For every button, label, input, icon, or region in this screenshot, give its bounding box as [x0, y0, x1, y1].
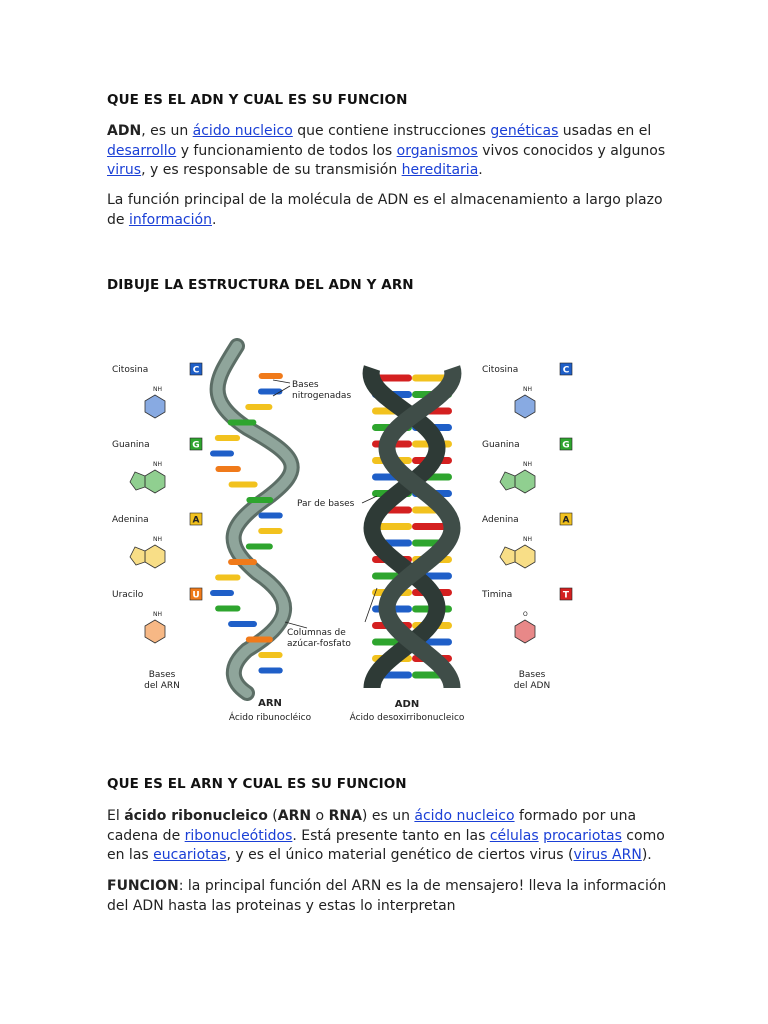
label-bases-adn-2: del ADN [513, 681, 551, 691]
label-bases-nitrogenadas-1: Bases [292, 380, 319, 390]
base-badge-letter: A [562, 515, 570, 526]
paragraph-arn-definition: El ácido ribonucleico (ARN o RNA) es un ácido nucleico formado por una cadena de ribonucleótidos. Está presente tanto en las células procariotas como en las eucariotas, y es el único material genético de ciertos virus (virus ARN). [107, 808, 665, 863]
paragraph-arn-function: FUNCION: la principal función del ARN es la de mensajero! lleva la información del ADN hasta las proteinas y estas lo interpretan [107, 878, 667, 914]
rna-base-rung [210, 590, 234, 596]
base-molecule-icon [145, 386, 165, 418]
link-acido-nucleico[interactable]: ácido nucleico [192, 123, 293, 139]
base-molecule-icon [130, 536, 165, 568]
label-columnas-1: Columnas de [287, 628, 346, 638]
link-procariotas[interactable]: procariotas [543, 827, 622, 844]
dna-base-pair [372, 523, 452, 530]
rna-base-rung [246, 497, 273, 503]
heading-estructura: DIBUJE LA ESTRUCTURA DEL ADN Y ARN [107, 277, 414, 293]
base-badge-letter: G [192, 440, 200, 451]
rna-base-rung [228, 621, 257, 627]
rna-base-rung [215, 466, 240, 472]
rna-base-rung [258, 513, 282, 519]
heading-adn: QUE ES EL ADN Y CUAL ES SU FUNCION [107, 92, 408, 108]
link-informacion[interactable]: información [128, 211, 212, 228]
base-legend-item [482, 438, 572, 493]
base-name: Guanina [482, 440, 520, 450]
rna-base-rung [215, 575, 240, 581]
rna-base-rung [215, 435, 240, 441]
base-badge-letter: T [562, 590, 570, 601]
rna-base-rung [228, 420, 257, 426]
base-name: Adenina [112, 515, 149, 525]
base-badge-letter: A [192, 515, 200, 526]
svg-text:NH: NH [523, 461, 532, 468]
label-bases-nitrogenadas-2: nitrogenadas [292, 391, 352, 401]
svg-text:NH: NH [153, 461, 162, 468]
label-par-de-bases: Par de bases [297, 499, 355, 509]
base-name: Timina [482, 590, 513, 600]
heading-arn: QUE ES EL ARN Y CUAL ES SU FUNCION [107, 776, 407, 792]
svg-text:NH: NH [523, 386, 532, 393]
base-legend-item [112, 513, 202, 568]
label-columnas-2: azúcar-fosfato [287, 639, 351, 649]
base-molecule-icon [145, 611, 165, 643]
link-hereditaria[interactable]: hereditaria [401, 162, 479, 178]
link-organismos[interactable]: organismos [396, 142, 478, 159]
link-virus-arn[interactable]: virus ARN [573, 847, 642, 863]
link-virus[interactable]: virus [107, 162, 142, 178]
base-molecule-icon [500, 536, 535, 568]
svg-text:NH: NH [153, 386, 162, 393]
base-legend-item [482, 513, 572, 568]
paragraph-adn-function: La función principal de la molécula de ADN es el almacenamiento a largo plazo de información. [107, 192, 663, 228]
base-badge-letter: G [562, 440, 570, 451]
base-legend-item [482, 363, 572, 418]
base-legend-item [112, 588, 202, 643]
svg-text:NH: NH [153, 536, 162, 543]
rna-base-rung [210, 451, 234, 457]
link-acido-nucleico-2[interactable]: ácido nucleico [414, 808, 515, 824]
rna-base-rung [215, 606, 240, 612]
base-legend-item [481, 588, 572, 643]
backbone-callout-line [365, 588, 377, 622]
svg-text:NH: NH [153, 611, 162, 618]
svg-text:NH: NH [523, 536, 532, 543]
base-legend-item [112, 438, 202, 493]
dna-rna-structure-diagram [107, 338, 590, 730]
term-adn: ADN [107, 123, 142, 139]
rna-bases-legend [112, 363, 202, 643]
link-ribonucleotidos[interactable]: ribonucleótidos [184, 827, 293, 844]
base-badge-letter: C [562, 365, 570, 376]
link-geneticas[interactable]: genéticas [490, 123, 559, 139]
dna-base-pair [372, 375, 452, 382]
base-name: Citosina [112, 365, 149, 375]
link-eucariotas[interactable]: eucariotas [153, 847, 227, 863]
rna-base-rung [246, 637, 273, 643]
label-bases-arn-2: del ARN [144, 681, 180, 691]
base-badge-letter: C [192, 365, 200, 376]
base-name: Uracilo [112, 590, 144, 600]
rna-base-rung [259, 373, 283, 379]
label-bases-adn-1: Bases [518, 670, 546, 680]
label-adn-title: ADN [394, 699, 420, 710]
base-name: Citosina [482, 365, 519, 375]
link-celulas[interactable]: células [489, 827, 539, 844]
bases-callout-line [273, 380, 290, 383]
base-badge-letter: U [192, 590, 200, 601]
base-legend-item [112, 363, 202, 418]
rna-base-rung [258, 668, 282, 674]
dna-bases-legend [481, 363, 572, 643]
rna-base-rung [245, 404, 272, 410]
base-molecule-icon [515, 611, 535, 643]
label-adn-subtitle: Ácido desoxirribonucleico [349, 713, 465, 723]
rna-base-rung [228, 559, 257, 565]
pair-callout-line [362, 496, 377, 503]
rna-base-rung [258, 652, 282, 658]
svg-text:O: O [523, 611, 528, 618]
base-molecule-icon [515, 386, 535, 418]
label-bases-arn-1: Bases [148, 670, 176, 680]
rna-base-rung [229, 482, 258, 488]
rna-base-rung [258, 389, 282, 395]
base-name: Guanina [112, 440, 150, 450]
label-arn-title: ARN [258, 698, 282, 709]
base-name: Adenina [482, 515, 519, 525]
base-molecule-icon [130, 461, 165, 493]
rna-base-rung [258, 528, 282, 534]
link-desarrollo[interactable]: desarrollo [107, 142, 177, 159]
paragraph-adn-definition: ADN, es un ácido nucleico que contiene instrucciones genéticas usadas en el desarrollo y funcionamiento de todos los organismos vivos conocidos y algunos virus, y es responsable de su transmisión hereditaria. [107, 123, 666, 178]
label-arn-subtitle: Ácido ribunocléico [228, 713, 312, 723]
rna-base-rung [246, 544, 273, 550]
base-molecule-icon [500, 461, 535, 493]
